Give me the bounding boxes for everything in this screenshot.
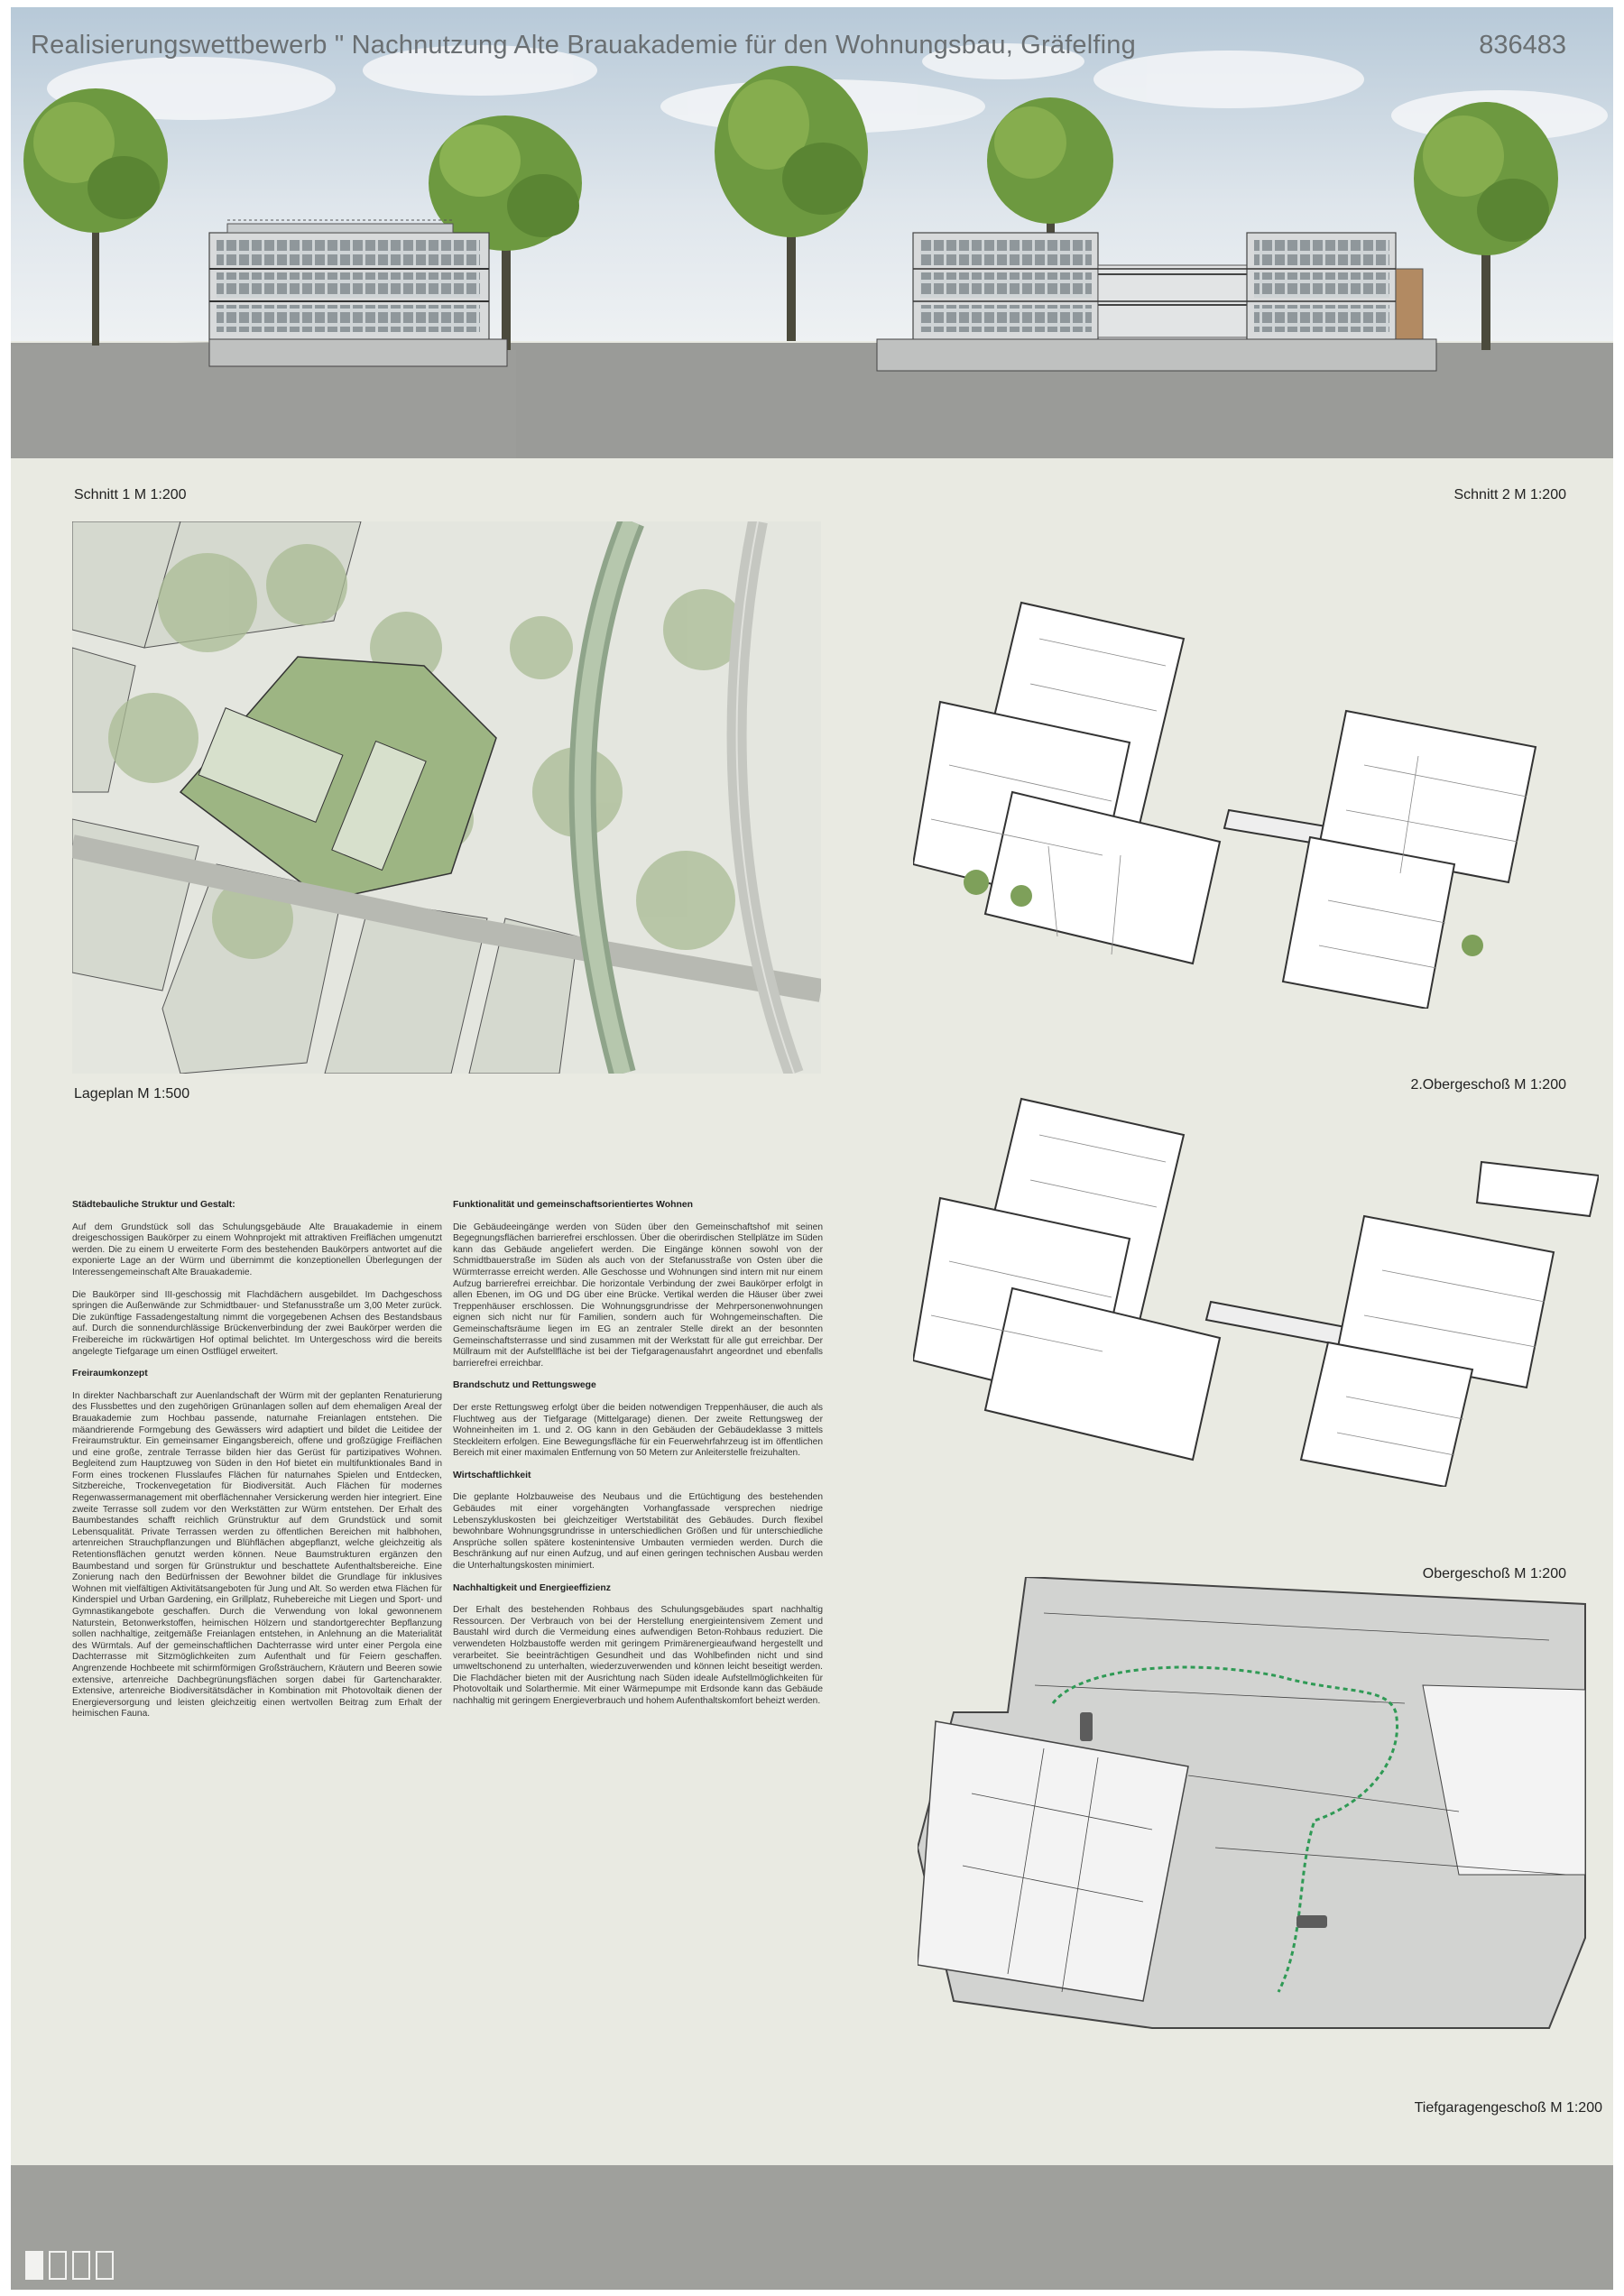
og-wing-se (1301, 1342, 1472, 1487)
paragraph-brandschutz: Der erste Rettungsweg erfolgt über die beiden notwendigen Treppenhäuser, die auch als Fluchtweg aus der Tiefgarage (Mittelgarage) dienen. Der zweite Rettungsweg der Wohneinheiten im 1. und 2. OG kann in den Gebäuden der Gebäudeklasse 3 mittels Steckleitern erfolgen. Eine Bewegungsfläche für ein Feuerwehrfahrzeug ist im öffentlichen Bereich mit einer maximalen Entfernung von 50 Metern zur Anleiterstelle freizuhalten. (453, 1402, 823, 1459)
caption-lageplan: Lageplan M 1:500 (74, 1086, 190, 1102)
heading-nachhaltigkeit: Nachhaltigkeit und Energieeffizienz (453, 1582, 611, 1593)
heading-staedtebau: Städtebauliche Struktur und Gestalt: (72, 1200, 235, 1210)
floor-plan-og (913, 1090, 1599, 1487)
text-column-right (453, 1200, 823, 1719)
heading-brandschutz: Brandschutz und Rettungswege (453, 1380, 596, 1391)
page-indicator-icon[interactable] (96, 2251, 114, 2280)
page-title: Realisierungswettbewerb " Nachnutzung Alte Brauakademie für den Wohnungsbau, Gräfelfing (31, 31, 1136, 60)
caption-tiefgarage: Tiefgaragengeschoß M 1:200 (1414, 2100, 1602, 2116)
page-indicator-icon[interactable] (72, 2251, 90, 2280)
caption-schnitt-2: Schnitt 2 M 1:200 (1453, 487, 1566, 503)
og-wing-s (985, 1288, 1220, 1460)
caption-schnitt-1: Schnitt 1 M 1:200 (74, 487, 187, 503)
paragraph-staedtebau: Auf dem Grundstück soll das Schulungsgebäude Alte Brauakademie in einem dreigeschossigen Baukörper zu einem Wohnprojekt mit attraktiven Freiflächen umgenutzt werden. Die zu einem U erweiterte Form des bestehenden Baukörpers antwortet auf die exponierte Lage an der Würm und übernimmt die konzeptionellen Überlegungen der Interessengemeinschaft Alte Brauakademie. (72, 1222, 442, 1277)
heading-funktionalitaet: Funktionalität und gemeinschaftsorientiertes Wohnen (453, 1200, 693, 1210)
project-number: 836483 (1479, 31, 1566, 60)
wing-s (985, 792, 1220, 964)
section-1-building (209, 220, 507, 366)
page-indicator-icon[interactable] (25, 2251, 43, 2280)
heading-wirtschaftlichkeit: Wirtschaftlichkeit (453, 1470, 531, 1480)
paragraph-funktionalitaet: Die Gebäudeeingänge werden von Süden über den Gemeinschaftshof mit seinen Begegnungsflächen barrierefrei erschlossen. Über die oberirdischen Stellplätze im Süden kann das Gebäude angeliefert werden. Die Eingänge können sowohl von der Schmidtbauerstraße im Süden als auch von der Stefanusstraße von Osten über die Würmterrasse erreicht werden. Alle Geschosse und Wohnungen sind intern mit nur einem Aufzug barrierefrei erreichbar. Die horizontale Verbindung der zwei Baukörper erfolgt in allen Ebenen, im OG und DG über eine Brücke. Vertikal werden die Häuser über zwei Treppenhäuser erschlossen. Die Wohnungsgrundrisse der Mehrpersonenwohnungen eignen sich nicht nur für Familien, sondern auch für Wohngemeinschaften. Die Gemeinschaftsräume liegen im EG an zentraler Stelle direkt an der besonnten Gemeinschaftsterrasse und sind zusammen mit der Werkstatt für alle gut erreichbar. Der Müllraum mit der Aufstellfläche ist bei der Tiefgaragenausfahrt angeordnet und ebenfalls barrierefrei erreichbar. (453, 1222, 823, 1369)
section-strip (11, 7, 1613, 458)
competition-board (11, 7, 1613, 2290)
page-indicator-icon[interactable] (49, 2251, 67, 2280)
text-column-left (72, 1200, 442, 1731)
paragraph-nachhaltigkeit: Der Erhalt des bestehenden Rohbaus des Schulungsgebäudes spart nachhaltig Ressourcen. Der Verbrauch von bei der Herstellung energieintensivem Zement und Baustahl wird durch die Vermeidung eines aufwendigen Beton-Rohbaus reduziert. Die verwendeten Holzbaustoffe werden mit geringem Primärenergieaufwand hergestellt und verarbeitet. Sie beeinträchtigen Gesundheit und das Wohlbefinden nicht und sind umweltschonend zu unterhalten, wiederzuverwenden und können leicht beseitigt werden. Die Flachdächer bieten mit der Ausrichtung nach Süden ideale Aufstellmöglichkeiten für Photovoltaik und Solarthermie. Mit einer Wärmepumpe mit Erdsonde kann das Gebäude nachhaltig mit geringem Energieverbrauch und hohem Aufenthaltskomfort beheizt werden. (453, 1605, 823, 1706)
heading-freiraum: Freiraumkonzept (72, 1369, 148, 1379)
paragraph-freiraum: In direkter Nachbarschaft zur Auenlandschaft der Würm mit der geplanten Renaturierung des Flussbettes und den zugehörigen Grünanlagen sollen auf dem ehemaligen Areal der Brauakademie zum Hochbau passende, naturnahe Freianlagen entstehen. Die mäandrierende Formgebung des Gewässers wird adaptiert und bildet die Leitidee der Freiraumstruktur. Ein gemeinsamer Eingangsbereich, offene und großzügige Freiflächen und eine große, zentrale Terrasse bilden hier das Gerüst für partizipatives Wohnen. Begleitend zum Hauptzuweg von Süden in den Hof bietet ein multifunktionales Band in Form eines trockenen Flusslaufes Flächen für naturnahes Spielen und Entdecken, Sitzbereiche, Trockenvegetation für Biodiversität. Auch Flächen für modernes Regenwassermanagement mit oberflächennaher Versickerung werden hier integriert. Eine zweite Terrasse soll zudem vor den Werkstätten zur Würm entstehen. Der Erhalt des Baumbestandes schafft reichlich Grünstruktur auf dem Grundstück und somit Lebensqualität. Private Terrassen werden zu öffentlichen Bereichen mit halbhohen, artenreichen Strauchpflanzungen und Blühflächen abgepflanzt, welche gleichzeitig als Retentionsflächen genutzt werden können. Neue Baumstrukturen ergänzen den Baumbestand und sorgen für Grünstruktur und beschattete Aufenthaltsbereiche. Eine Zonierung nach den Bedürfnissen der Bewohner bildet die Grundlage für inklusives Wohnen mit vielfältigen Aktivitätsangeboten für Jung und Alt. So werden etwa Flächen für Kinderspiel und Urban Gardening, ein Grillplatz, Ruhebereiche mit Liegen und Sport- und Gymnastikangebote geschaffen. Durch die Verwendung von lokal gewonnenem Naturstein, Betonwerkstoffen, heimischen Hölzern und standortgerechter Bepflanzung sollen nachhaltige, zeitgemäße Freianlagen entstehen, in Anlehnung an die Materialität des Würmtals. Auf der gemeinschaftlichen Dachterrasse wird unter einer Pergola eine Dachterrasse mit Sitzmöglichkeiten zum Aufenthalt und für Feiern geschaffen. Angrenzende Hochbeete mit schirmförmigen Großsträuchern, Kräutern und Beeren sowie extensive, artenreiche Dachbegrünungsflächen sorgen dabei für Gartencharakter. Extensive, artenreiche Biodiversitätsdächer in Kombination mit Photovoltaik dienen der Energieversorgung und leisten gleichzeitig einen wertvollen Beitrag zum Erhalt der heimischen Fauna. (72, 1390, 442, 1720)
floor-plan-tiefgarage (918, 1577, 1603, 2046)
bridge-og (1206, 1302, 1355, 1347)
floor-plan-og2 (913, 585, 1563, 1009)
site-plan (72, 521, 821, 1074)
paragraph-wirtschaftlichkeit: Die geplante Holzbauweise des Neubaus und die Ertüchtigung des bestehenden Gebäudes mit einer vorgehängten Vorhangfassade versprechen niedrige Lebenszykluskosten bei gleichzeitiger Wertstabilität des Gebäudes. Durch flexibel bewohnbare Wohnungsgrundrisse in unterschiedlichen Größen und für unterschiedliche Ansprüche sollen spätere kostenintensive Umbauten vermieden werden. Durch die Beschränkung auf nur einen Aufzug, und auf einen geringen technischen Ausbau werden die Unterhaltungskosten minimiert. (453, 1492, 823, 1572)
footer-band (11, 2165, 1613, 2290)
wing-se (1283, 837, 1454, 1009)
og-outbuilding (1477, 1162, 1599, 1216)
caption-og2: 2.Obergeschoß M 1:200 (1410, 1077, 1566, 1093)
paragraph-baukoerper: Die Baukörper sind III-geschossig mit Flachdächern ausgebildet. Im Dachgeschoss springen die Außenwände zur Schmidtbauer- und Stefanusstraße um 3,00 Meter zurück. Die zukünftige Fassadengestaltung nimmt die vorgegebenen Achsen des Bestandsbaus auf. Durch die sonnendurchlässige Brückenverbindung der zwei Baukörper werden die Freibereiche im rückwärtigen Hof optimal belichtet. Im Untergeschoss wird die bereits angelegte Tiefgarage um einen Ostflügel erweitert. (72, 1289, 442, 1357)
cellar-rooms (918, 1721, 1188, 2001)
caption-og: Obergeschoß M 1:200 (1422, 1566, 1566, 1581)
